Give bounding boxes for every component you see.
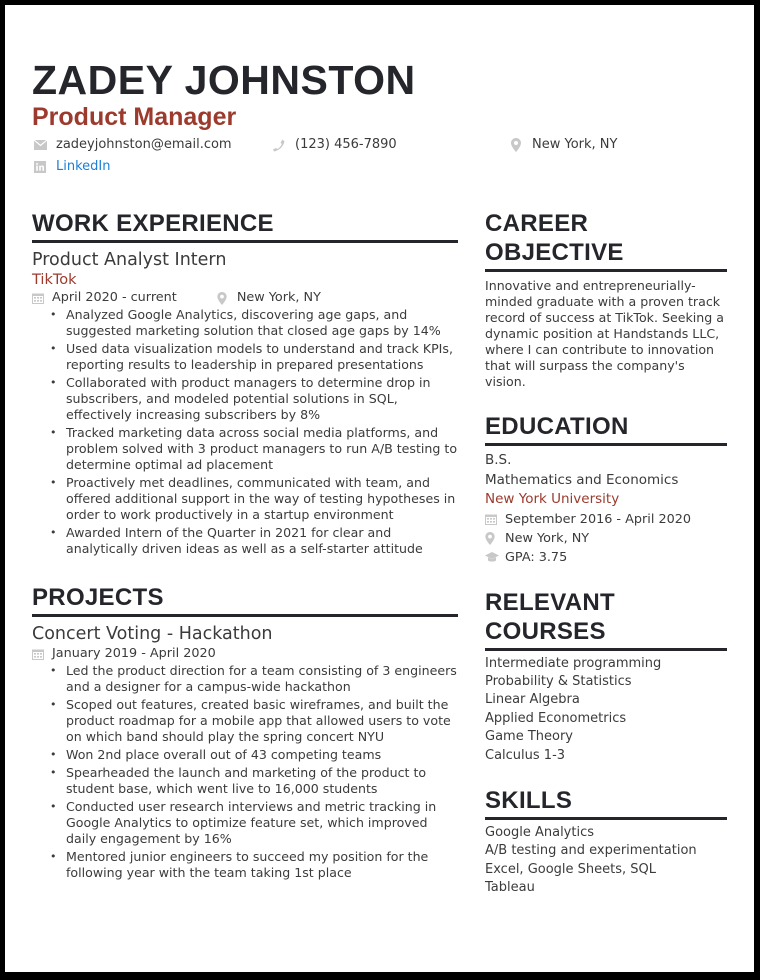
career-objective-section	[485, 209, 727, 390]
education-location-row	[485, 529, 727, 548]
course-item: Probability & Statistics	[485, 673, 632, 689]
heading-line: COURSES	[485, 617, 606, 645]
education-dates: September 2016 - April 2020	[505, 511, 692, 527]
education-dates-row	[485, 510, 727, 529]
course-item: Linear Algebra	[485, 692, 580, 708]
bullet-item: • Proactively met deadlines, communicated with team, and offered additional support in the way of testing hypotheses in order to work productively in a startup environment	[32, 475, 458, 523]
bullet-item: • Collaborated with product managers to determine drop in subscribers, and modeled potential solutions in SQL, effectively increasing subscribers by 8%	[32, 375, 458, 423]
bullet-item: • Won 2nd place overall out of 43 competing teams	[32, 747, 458, 763]
section-heading	[485, 209, 727, 272]
map-pin-icon	[508, 138, 524, 152]
bullet-item: • Analyzed Google Analytics, discovering age gaps, and suggested marketing solution that closed age gaps by 14%	[32, 307, 458, 339]
education-section	[485, 412, 727, 567]
education-gpa-row	[485, 548, 727, 567]
location-text: New York, NY	[532, 137, 618, 152]
course-item: Game Theory	[485, 729, 574, 745]
projects-section	[32, 583, 458, 881]
phone-text: (123) 456-7890	[295, 137, 397, 152]
email-text: zadeyjohnston@email.com	[56, 137, 232, 152]
school-name: New York University	[485, 491, 620, 507]
section-heading: SKILLS	[485, 786, 727, 820]
education-location: New York, NY	[505, 530, 590, 546]
candidate-name: ZADEY JOHNSTON	[32, 57, 416, 103]
degree: B.S.	[485, 452, 512, 468]
skills-list	[485, 824, 727, 898]
project-dates: January 2019 - April 2020	[52, 646, 216, 661]
resume-page	[5, 5, 754, 972]
right-column	[485, 209, 727, 898]
course-item: Calculus 1-3	[485, 747, 566, 763]
bullet-item: • Scoped out features, created basic wireframes, and built the product roadmap for a mobile app that allowed users to vote on which band should play the spring concert NYU	[32, 697, 458, 745]
calendar-icon	[485, 513, 499, 525]
contact-location	[508, 137, 617, 153]
linkedin-link[interactable]: LinkedIn	[56, 159, 111, 174]
skill-item: Tableau	[485, 880, 535, 896]
course-item: Applied Econometrics	[485, 710, 627, 726]
section-heading: EDUCATION	[485, 412, 727, 446]
company-name: TikTok	[32, 272, 77, 288]
left-column	[32, 209, 458, 883]
envelope-icon	[32, 140, 48, 150]
job-dates: April 2020 - current	[52, 290, 177, 305]
map-pin-icon	[217, 292, 231, 305]
heading-line: RELEVANT	[485, 588, 615, 616]
section-heading	[485, 588, 727, 651]
bullet-item: • Mentored junior engineers to succeed my position for the following year with the team taking 1st place	[32, 849, 458, 881]
bullet-item: • Spearheaded the launch and marketing of the product to student base, which went live to 16,000 students	[32, 765, 458, 797]
section-heading: PROJECTS	[32, 583, 458, 617]
job-bullets	[32, 307, 458, 557]
skill-item: Excel, Google Sheets, SQL	[485, 861, 657, 877]
contact-linkedin[interactable]	[32, 159, 110, 175]
bullet-item: • Tracked marketing data across social media platforms, and problem solved with 3 product managers to run A/B testing to determine optimal ad placement	[32, 425, 458, 473]
skill-item: Google Analytics	[485, 824, 595, 840]
phone-icon	[271, 139, 287, 152]
education-gpa: GPA: 3.75	[505, 549, 568, 565]
work-experience-section	[32, 209, 458, 557]
contact-phone	[271, 137, 397, 153]
job-meta	[32, 289, 458, 307]
courses-list	[485, 655, 727, 765]
education-entry	[485, 451, 727, 567]
map-pin-icon	[485, 532, 499, 545]
objective-text: Innovative and entrepreneurially-minded graduate with a proven track record of success at TikTok. Seeking a dynamic position at Handstands LLC, where I can contribute to innovation that will surpass the company's vision.	[485, 278, 724, 389]
bullet-item: • Led the product direction for a team consisting of 3 engineers and a designer for a campus-wide hackathon	[32, 663, 458, 695]
linkedin-icon	[32, 161, 48, 173]
heading-line: OBJECTIVE	[485, 239, 624, 266]
project-meta	[32, 645, 458, 663]
major: Mathematics and Economics	[485, 471, 679, 488]
graduation-cap-icon	[485, 552, 499, 563]
bullet-item: • Conducted user research interviews and metric tracking in Google Analytics to optimize feature set, which improved daily engagement by 16%	[32, 799, 458, 847]
relevant-courses-section	[485, 588, 727, 765]
course-item: Intermediate programming	[485, 655, 662, 671]
calendar-icon	[32, 648, 46, 660]
skills-section	[485, 786, 727, 898]
contact-email	[32, 137, 232, 153]
section-heading: WORK EXPERIENCE	[32, 209, 458, 243]
heading-line: CAREER	[485, 210, 589, 237]
job-title: Product Analyst Intern	[32, 250, 227, 270]
skill-item: A/B testing and experimentation	[485, 843, 697, 859]
project-bullets	[32, 663, 458, 881]
project-entry	[32, 623, 458, 881]
job-entry	[32, 249, 458, 557]
project-title: Concert Voting - Hackathon	[32, 624, 273, 644]
job-location: New York, NY	[236, 290, 321, 305]
candidate-title: Product Manager	[32, 103, 237, 131]
bullet-item: • Awarded Intern of the Quarter in 2021 for clear and analytically driven ideas as well as a self-starter attitude	[32, 525, 458, 557]
calendar-icon	[32, 292, 46, 304]
bullet-item: • Used data visualization models to understand and track KPIs, reporting results to leadership in prepared presentations	[32, 341, 458, 373]
